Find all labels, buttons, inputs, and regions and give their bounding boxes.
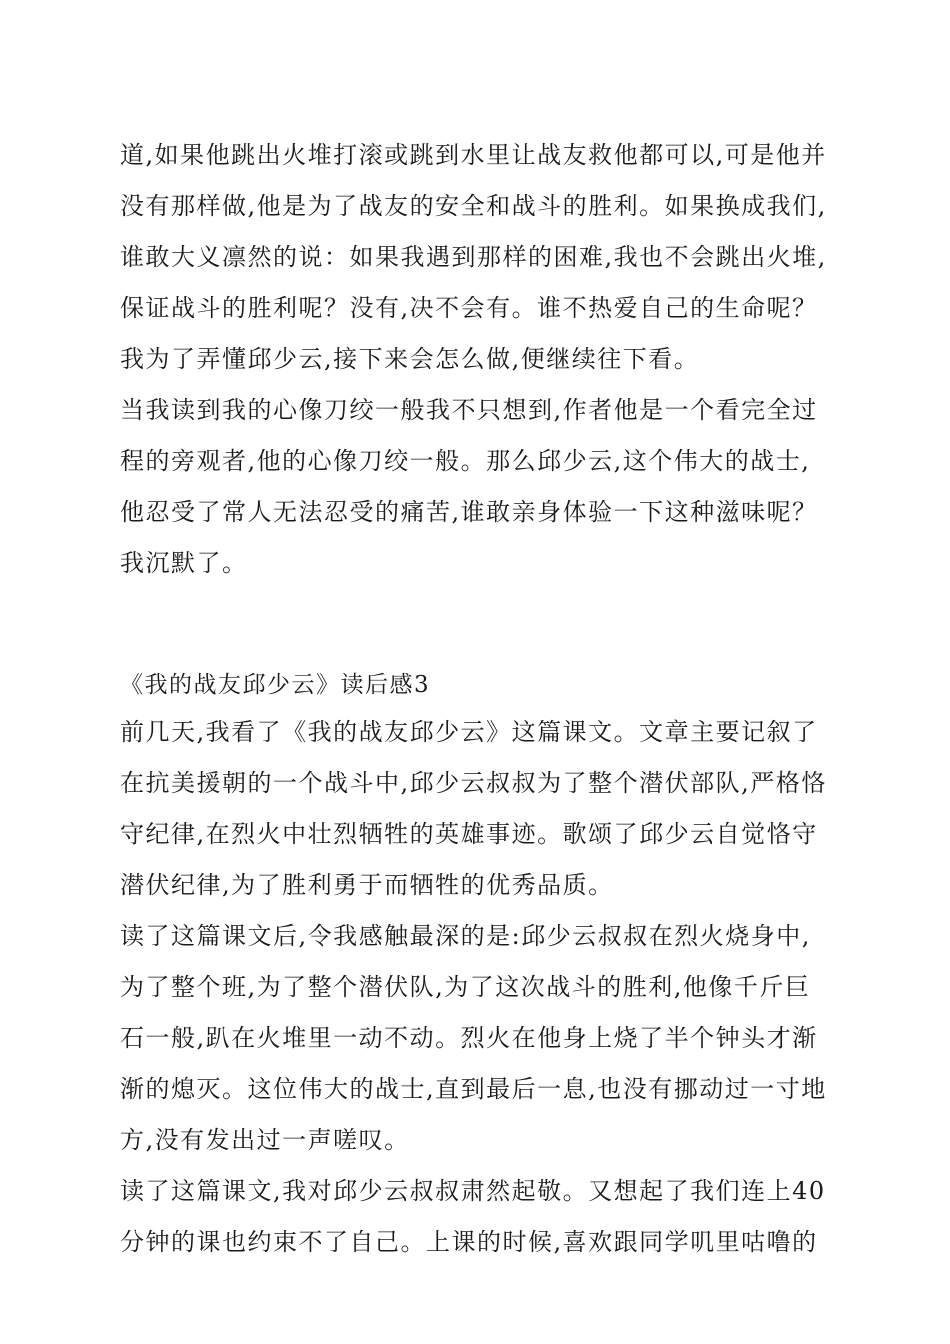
text-line: 渐的熄灭。这位伟大的战士,直到最后一息,也没有挪动过一寸地 xyxy=(120,1075,827,1103)
text-line: 在抗美援朝的一个战斗中,邱少云叔叔为了整个潜伏部队,严格恪 xyxy=(120,769,827,797)
text-line: 保证战斗的胜利呢？没有,决不会有。谁不热爱自己的生命呢？ xyxy=(120,294,818,322)
text-line: 潜伏纪律,为了胜利勇于而牺牲的优秀品质。 xyxy=(120,871,614,899)
text-line: 当我读到我的心像刀绞一般我不只想到,作者他是一个看完全过 xyxy=(120,396,818,424)
text-line: 程的旁观者,他的心像刀绞一般。那么邱少云,这个伟大的战士, xyxy=(120,447,811,475)
text-line: 谁敢大义凛然的说：如果我遇到那样的困难,我也不会跳出火堆, xyxy=(120,243,827,271)
text-line: 方,没有发出过一声嗟叹。 xyxy=(120,1126,410,1154)
document-body xyxy=(120,130,840,1268)
text-line: 我沉默了。 xyxy=(120,549,248,577)
text-line: 我为了弄懂邱少云,接下来会怎么做,便继续往下看。 xyxy=(120,345,700,373)
section-heading: 《我的战友邱少云》读后感3 xyxy=(120,672,431,698)
text-block-section-3 xyxy=(120,707,840,1268)
text-line: 分钟的课也约束不了自己。上课的时候,喜欢跟同学叽里咕噜的 xyxy=(120,1228,818,1256)
text-line: 为了整个班,为了整个潜伏队,为了这次战斗的胜利,他像千斤巨 xyxy=(120,973,811,1001)
text-line: 读了这篇课文后,令我感触最深的是:邱少云叔叔在烈火烧身中, xyxy=(120,922,811,950)
text-line: 道,如果他跳出火堆打滚或跳到水里让战友救他都可以,可是他并 xyxy=(120,141,827,169)
text-line: 读了这篇课文,我对邱少云叔叔肃然起敬。又想起了我们连上40 xyxy=(120,1177,826,1205)
text-line: 他忍受了常人无法忍受的痛苦,谁敢亲身体验一下这种滋味呢？ xyxy=(120,498,818,526)
text-line: 没有那样做,他是为了战友的安全和战斗的胜利。如果换成我们, xyxy=(120,192,827,220)
text-block-top xyxy=(120,130,840,589)
section-spacer xyxy=(120,589,840,663)
text-line: 守纪律,在烈火中壮烈牺牲的英雄事迹。歌颂了邱少云自觉恪守 xyxy=(120,820,818,848)
text-line: 前几天,我看了《我的战友邱少云》这篇课文。文章主要记叙了 xyxy=(120,718,818,746)
text-line: 石一般,趴在火堆里一动不动。烈火在他身上烧了半个钟头才渐 xyxy=(120,1024,818,1052)
